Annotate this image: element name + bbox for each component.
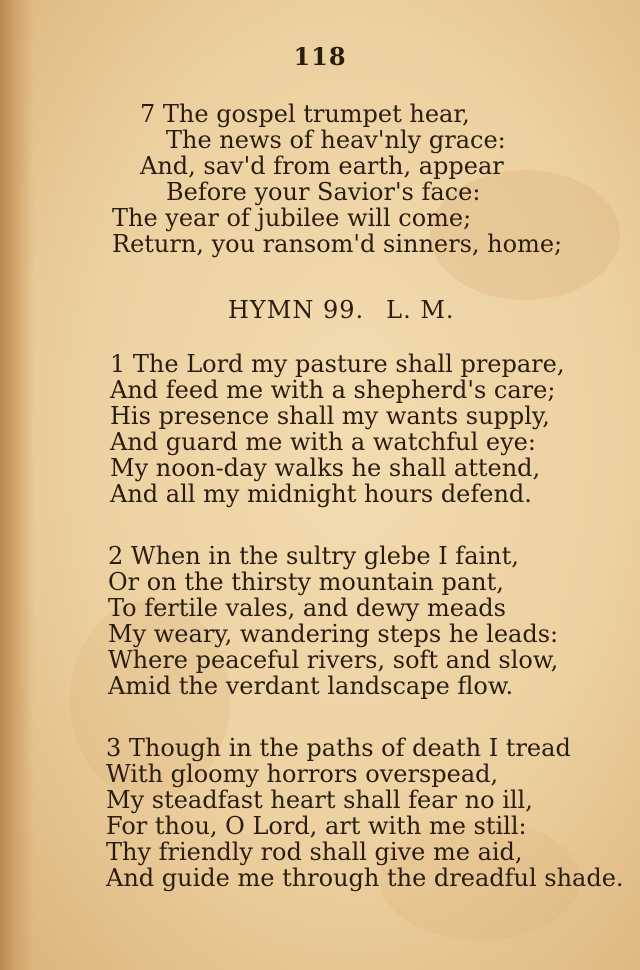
stanza-line: Or on the thirsty mountain pant, (108, 568, 504, 596)
stanza-line: To fertile vales, and dewy meads (108, 594, 506, 622)
stanza-line: With gloomy horrors overspead, (106, 760, 499, 788)
stanza-1 (110, 351, 564, 507)
stanza-line: For thou, O Lord, art with me still: (106, 812, 527, 840)
stanza-line: Thy friendly rod shall give me aid, (106, 838, 523, 866)
stanza-2 (108, 543, 558, 699)
verse-line: And, sav'd from earth, appear (140, 152, 504, 180)
stanza-line: My noon-day walks he shall attend, (110, 454, 541, 482)
verse-line: 7 The gospel trumpet hear, (140, 100, 470, 128)
stanza-line: And guide me through the dreadful shade. (106, 864, 624, 892)
stanza-line: And all my midnight hours defend. (110, 480, 532, 508)
stanza-line: My steadfast heart shall fear no ill, (106, 786, 533, 814)
stanza-line: Amid the verdant landscape flow. (108, 672, 514, 700)
stanza-line: His presence shall my wants supply, (110, 402, 550, 430)
verse-line: Before your Savior's face: (166, 178, 481, 206)
verse-line: The year of jubilee will come; (112, 204, 472, 232)
stanza-line: My weary, wandering steps he leads: (108, 620, 559, 648)
stanza-line: 1 The Lord my pasture shall prepare, (110, 350, 565, 378)
stanza-line: 3 Though in the paths of death I tread (106, 734, 571, 762)
stanza-line: Where peaceful rivers, soft and slow, (108, 646, 559, 674)
hymn-meter: L. M. (386, 296, 455, 324)
stanza-line: And guard me with a watchful eye: (110, 428, 536, 456)
verse-line: Return, you ransom'd sinners, home; (112, 230, 563, 258)
verse-7 (112, 101, 562, 257)
page-number: 118 (293, 42, 347, 71)
hymn-number: HYMN 99. (228, 296, 365, 324)
stanza-line: And feed me with a shepherd's care; (110, 376, 556, 404)
page-edge (0, 0, 34, 970)
stanza-line: 2 When in the sultry glebe I faint, (108, 542, 519, 570)
stanza-3 (106, 735, 624, 891)
verse-line: The news of heav'nly grace: (166, 126, 506, 154)
hymn-title (228, 296, 455, 324)
